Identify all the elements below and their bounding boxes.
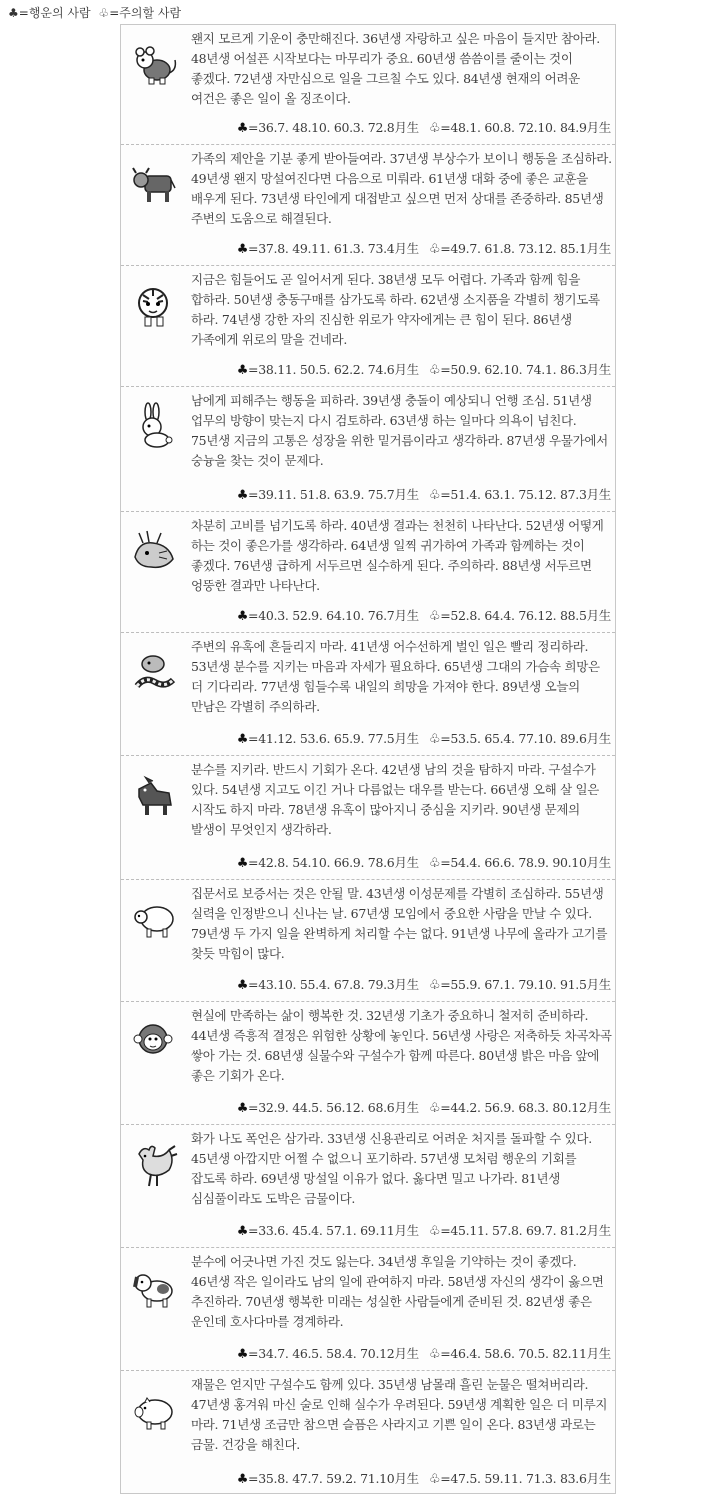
fortune-entry	[121, 25, 615, 145]
caution-months: =49.7. 61.8. 73.12. 85.1月生	[440, 241, 611, 256]
fortune-panel	[120, 24, 616, 1494]
lucky-months: =33.6. 45.4. 57.1. 69.11月生	[248, 1223, 419, 1238]
fortune-entry	[121, 387, 615, 512]
rat-icon	[121, 35, 187, 95]
club-icon: ♣	[236, 1472, 249, 1487]
lucky-months: =42.8. 54.10. 66.9. 78.6月生	[248, 855, 419, 870]
dog-icon	[121, 1258, 187, 1318]
caution-months: =54.4. 66.6. 78.9. 90.10月生	[440, 855, 611, 870]
birth-months	[237, 118, 611, 136]
fortune-entry	[121, 266, 615, 387]
fortune-text: 집문서로 보증서는 것은 안될 말. 43년생 이성문제를 각별히 조심하라. 55년생 실력을 인정받으니 신나는 날. 67년생 모임에서 중요한 사람을 만날 수 있다. 79년생 두 가지 일을 완벽하게 처리할 수는 없다. 91년생 나무에 올라가 고기를 찾듯 막힘이 많다.	[191, 886, 608, 961]
fortune-text: 남에게 피해주는 행동을 피하라. 39년생 충돌이 예상되니 언행 조심. 51년생 업무의 방향이 맞는지 다시 검토하라. 63년생 하는 일마다 의욕이 넘친다. 75년생 지금의 고통은 성장을 위한 밑거름이라고 생각하라. 87년생 우물가에서 숭늉을 찾는 것이 문제다.	[191, 393, 608, 468]
caution-months: =51.4. 63.1. 75.12. 87.3月生	[440, 487, 611, 502]
birth-months	[237, 975, 611, 993]
birth-months	[237, 853, 611, 871]
lucky-months: =36.7. 48.10. 60.3. 72.8月生	[248, 120, 419, 135]
birth-months	[237, 1469, 611, 1487]
fortune-text: 분수에 어긋나면 가진 것도 잃는다. 34년생 후일을 기약하는 것이 좋겠다. 46년생 작은 일이라도 남의 일에 관여하지 마라. 58년생 자신의 생각이 옳으면 추진하라. 70년생 행복한 미래는 성실한 사람들에게 준비된 것. 82년생 좋은 운인데 호사다마를 경계하라.	[191, 1254, 604, 1329]
fortune-entry	[121, 1125, 615, 1248]
lucky-months: =35.8. 47.7. 59.2. 71.10月生	[248, 1471, 419, 1486]
club-icon: ♣	[236, 488, 249, 503]
outline-club-icon: ♧	[428, 1101, 441, 1116]
birth-months	[237, 485, 611, 503]
fortune-entry	[121, 880, 615, 1002]
club-icon: ♣	[236, 1224, 249, 1239]
caution-label: =주의할 사람	[109, 6, 182, 20]
birth-months	[237, 1221, 611, 1239]
ox-icon	[121, 155, 187, 215]
fortune-entry	[121, 145, 615, 266]
rabbit-icon	[121, 397, 187, 457]
fortune-entry	[121, 1002, 615, 1125]
fortune-text: 현실에 만족하는 삶이 행복한 것. 32년생 기초가 중요하니 철저히 준비하라. 44년생 즉흥적 결정은 위험한 상황에 놓인다. 56년생 사랑은 저축하듯 차곡차곡 쌓아 가는 것. 68년생 실물수와 구설수가 함께 따른다. 80년생 밝은 마음 앞에 좋은 기회가 온다.	[191, 1008, 612, 1083]
club-icon: ♣	[236, 1101, 249, 1116]
lucky-months: =41.12. 53.6. 65.9. 77.5月生	[248, 731, 419, 746]
club-icon: ♣	[236, 856, 249, 871]
fortune-entry	[121, 1371, 615, 1495]
caution-months: =53.5. 65.4. 77.10. 89.6月生	[440, 731, 611, 746]
sheep-icon	[121, 890, 187, 950]
caution-months: =52.8. 64.4. 76.12. 88.5月生	[440, 608, 611, 623]
outline-club-icon: ♧	[428, 363, 441, 378]
birth-months	[237, 606, 611, 624]
pig-icon	[121, 1381, 187, 1441]
tiger-icon	[121, 276, 187, 336]
outline-club-icon: ♧	[428, 1224, 441, 1239]
birth-months	[237, 239, 611, 257]
lucky-months: =38.11. 50.5. 62.2. 74.6月生	[248, 362, 419, 377]
outline-club-icon: ♧	[428, 1472, 441, 1487]
club-icon: ♣	[236, 1347, 249, 1362]
fortune-text: 주변의 유혹에 흔들리지 마라. 41년생 어수선하게 벌인 일은 빨리 정리하라. 53년생 분수를 지키는 마음과 자세가 필요하다. 65년생 그대의 가슴속 희망은 더 기다리라. 77년생 힘들수록 내일의 희망을 가져야 한다. 89년생 오늘의 만남은 각별히 주의하라.	[191, 639, 600, 714]
horse-icon	[121, 766, 187, 826]
club-icon: ♣	[236, 121, 249, 136]
lucky-months: =43.10. 55.4. 67.8. 79.3月生	[248, 977, 419, 992]
caution-months: =55.9. 67.1. 79.10. 91.5月生	[440, 977, 611, 992]
outline-club-icon: ♧	[428, 242, 441, 257]
fortune-text: 왠지 모르게 기운이 충만해진다. 36년생 자랑하고 싶은 마음이 들지만 참아라. 48년생 어설픈 시작보다는 마무리가 중요. 60년생 씀씀이를 줄이는 것이 좋겠다. 72년생 자만심으로 일을 그르칠 수도 있다. 84년생 현재의 어려운 여건은 좋은 일이 올 징조이다.	[191, 31, 600, 106]
lucky-months: =40.3. 52.9. 64.10. 76.7月生	[248, 608, 419, 623]
fortune-text: 지금은 힘들어도 곧 일어서게 된다. 38년생 모두 어렵다. 가족과 함께 힘을 합하라. 50년생 충동구매를 삼가도록 하라. 62년생 소지품을 각별히 챙기도록 하라. 74년생 강한 자의 진심한 위로가 약자에게는 큰 힘이 된다. 86년생 가족에게 위로의 말을 건네라.	[191, 272, 600, 347]
outline-club-icon: ♧	[428, 121, 441, 136]
fortune-entry	[121, 756, 615, 880]
caution-months: =45.11. 57.8. 69.7. 81.2月生	[440, 1223, 611, 1238]
lucky-months: =32.9. 44.5. 56.12. 68.6月生	[248, 1100, 419, 1115]
outline-club-icon: ♧	[428, 488, 441, 503]
lucky-months: =37.8. 49.11. 61.3. 73.4月生	[248, 241, 419, 256]
outline-club-icon: ♧	[98, 6, 110, 20]
outline-club-icon: ♧	[428, 1347, 441, 1362]
club-icon: ♣	[236, 978, 249, 993]
club-icon: ♣	[236, 363, 249, 378]
caution-months: =48.1. 60.8. 72.10. 84.9月生	[440, 120, 611, 135]
fortune-text: 화가 나도 폭언은 삼가라. 33년생 신용관리로 어려운 처지를 돌파할 수 있다. 45년생 아깝지만 어쩔 수 없으니 포기하라. 57년생 모처럼 행운의 기회를 잡도록 하라. 69년생 망설일 이유가 없다. 옳다면 밀고 나가라. 81년생 심심풀이라도 도박은 금물이다.	[191, 1131, 592, 1206]
club-icon: ♣	[8, 6, 19, 20]
fortune-entry	[121, 633, 615, 756]
caution-months: =46.4. 58.6. 70.5. 82.11月生	[440, 1346, 611, 1361]
rooster-icon	[121, 1135, 187, 1195]
dragon-icon	[121, 522, 187, 582]
legend	[8, 4, 181, 21]
birth-months	[237, 360, 611, 378]
birth-months	[237, 729, 611, 747]
birth-months	[237, 1098, 611, 1116]
fortune-text: 차분히 고비를 넘기도록 하라. 40년생 결과는 천천히 나타난다. 52년생 어떻게 하는 것이 좋은가를 생각하라. 64년생 일찍 귀가하여 가족과 함께하는 것이 좋겠다. 76년생 급하게 서두르면 실수하게 된다. 주의하라. 88년생 서두르면 엉뚱한 결과만 나타난다.	[191, 518, 604, 593]
club-icon: ♣	[236, 609, 249, 624]
caution-months: =50.9. 62.10. 74.1. 86.3月生	[440, 362, 611, 377]
club-icon: ♣	[236, 732, 249, 747]
lucky-months: =39.11. 51.8. 63.9. 75.7月生	[248, 487, 419, 502]
outline-club-icon: ♧	[428, 856, 441, 871]
caution-months: =47.5. 59.11. 71.3. 83.6月生	[440, 1471, 611, 1486]
fortune-text: 재물은 얻지만 구설수도 함께 있다. 35년생 남몰래 흘린 눈물은 떨쳐버리라. 47년생 홍겨워 마신 술로 인해 실수가 우려된다. 59년생 계획한 일은 더 미루지 마라. 71년생 조금만 참으면 슬픔은 사라지고 기쁜 일이 온다. 83년생 과로는 금물. 건강을 해친다.	[191, 1377, 608, 1452]
lucky-months: =34.7. 46.5. 58.4. 70.12月生	[248, 1346, 419, 1361]
fortune-text: 분수를 지키라. 반드시 기회가 온다. 42년생 남의 것을 탐하지 마라. 구설수가 있다. 54년생 지고도 이긴 거나 다름없는 대우를 받는다. 66년생 오해 살 일은 시작도 하지 마라. 78년생 유혹이 많아지니 중심을 지키라. 90년생 문제의 발생이 무엇인지 생각하라.	[191, 762, 600, 837]
outline-club-icon: ♧	[428, 609, 441, 624]
fortune-entry	[121, 1248, 615, 1371]
club-icon: ♣	[236, 242, 249, 257]
fortune-text: 가족의 제안을 기분 좋게 받아들여라. 37년생 부상수가 보이니 행동을 조심하라. 49년생 왠지 망설여진다면 다음으로 미뤄라. 61년생 대화 중에 좋은 교훈을 배우게 된다. 73년생 타인에게 대접받고 싶으면 먼저 상대를 존중하라. 85년생 주변의 도움으로 해결된다.	[191, 151, 612, 226]
outline-club-icon: ♧	[428, 978, 441, 993]
snake-icon	[121, 643, 187, 703]
caution-months: =44.2. 56.9. 68.3. 80.12月生	[440, 1100, 611, 1115]
outline-club-icon: ♧	[428, 732, 441, 747]
fortune-entry	[121, 512, 615, 633]
birth-months	[237, 1344, 611, 1362]
lucky-label: =행운의 사람	[18, 6, 91, 20]
monkey-icon	[121, 1012, 187, 1072]
